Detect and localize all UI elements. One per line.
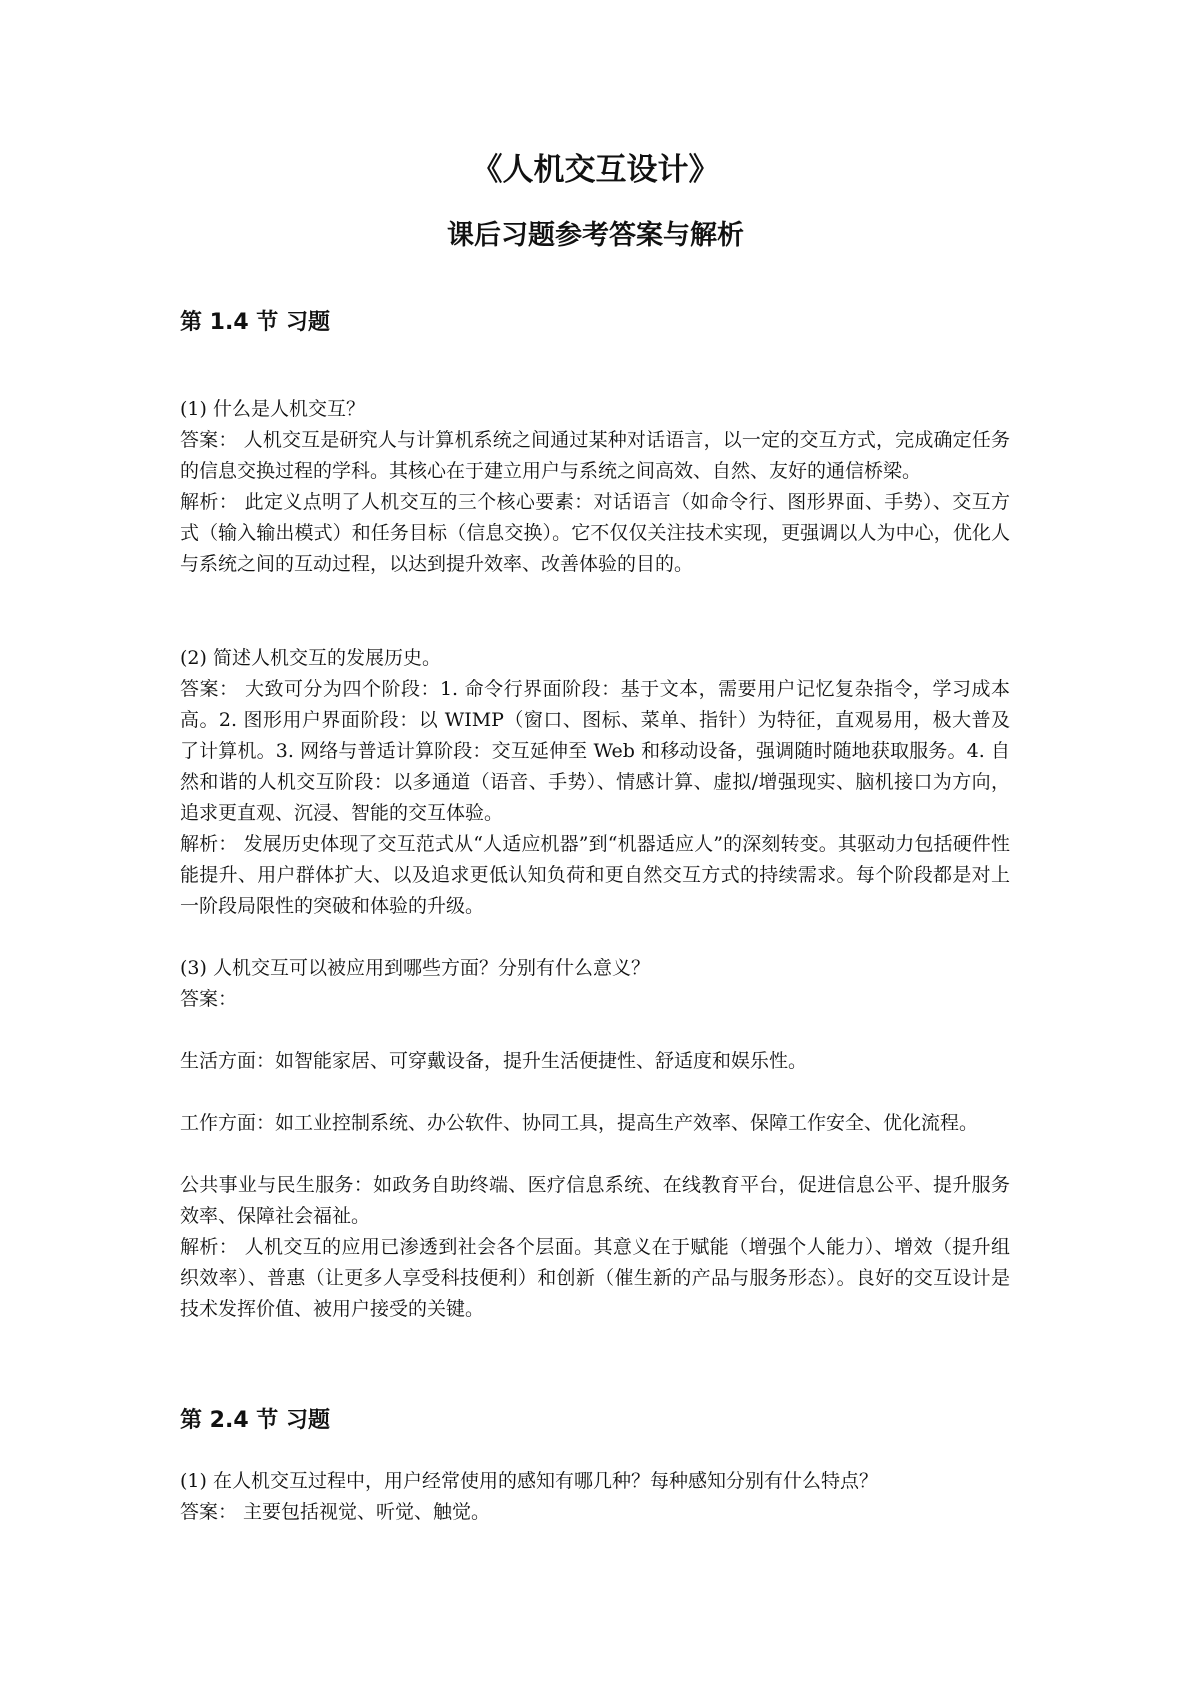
answer-text: 答案： 人机交互是研究人与计算机系统之间通过某种对话语言，以一定的交互方式，完成确定任务的信息交换过程的学科。其核心在于建立用户与系统之间高效、自然、友好的通信桥梁。 [180,429,1010,482]
analysis-text: 解析： 发展历史体现了交互范式从“人适应机器”到“机器适应人”的深刻转变。其驱动力包括硬件性能提升、用户群体扩大、以及追求更低认知负荷和更自然交互方式的持续需求。每个阶段都是对上一阶段局限性的突破和体验的升级。 [180,833,1010,917]
question-text: (1) 在人机交互过程中，用户经常使用的感知有哪几种？每种感知分别有什么特点？ [180,1470,878,1492]
question-block-2-4-1 [180,1466,1010,1528]
paragraph-gap [180,1139,1010,1170]
application-work-text: 工作方面：如工业控制系统、办公软件、协同工具，提高生产效率、保障工作安全、优化流程。 [180,1112,979,1134]
question-text: (3) 人机交互可以被应用到哪些方面？分别有什么意义？ [180,957,650,979]
application-life-text: 生活方面：如智能家居、可穿戴设备，提升生活便捷性、舒适度和娱乐性。 [180,1050,808,1072]
question-text: (1) 什么是人机交互？ [180,398,365,420]
answer-text: 答案： 大致可分为四个阶段：1. 命令行界面阶段：基于文本，需要用户记忆复杂指令，学习成本高。2. 图形用户界面阶段：以 WIMP（窗口、图标、菜单、指针）为特征，直观易用，极大普及了计算机。3. 网络与普适计算阶段：交互延伸至 Web 和移动设备，强调随时随地获取服务。4. 自然和谐的人机交互阶段：以多通道（语音、手势）、情感计算、虚拟/增强现实、脑机接口为方向，追求更直观、沉浸、智能的交互体验。 [180,678,1010,824]
document-title: 《人机交互设计》 [471,152,720,188]
question-block-1-4-1 [180,394,1010,580]
section-heading-2-4: 第 2.4 节 习题 [180,1408,330,1433]
application-public-text: 公共事业与民生服务：如政务自助终端、医疗信息系统、在线教育平台，促进信息公平、提升服务效率、保障社会福祉。 [180,1174,1010,1227]
paragraph-gap [180,1077,1010,1108]
answer-text: 答案： 主要包括视觉、听觉、触觉。 [180,1501,491,1523]
question-block-1-4-2 [180,643,1010,922]
answer-label: 答案： [180,988,238,1010]
document-subtitle: 课后习题参考答案与解析 [447,220,744,251]
analysis-text: 解析： 人机交互的应用已渗透到社会各个层面。其意义在于赋能（增强个人能力）、增效（提升组织效率）、普惠（让更多人享受科技便利）和创新（催生新的产品与服务形态）。良好的交互设计是技术发挥价值、被用户接受的关键。 [180,1236,1010,1320]
analysis-text: 解析： 此定义点明了人机交互的三个核心要素：对话语言（如命令行、图形界面、手势）、交互方式（输入输出模式）和任务目标（信息交换）。它不仅仅关注技术实现，更强调以人为中心，优化人与系统之间的互动过程，以达到提升效率、改善体验的目的。 [180,491,1010,575]
question-text: (2) 简述人机交互的发展历史。 [180,647,441,669]
section-heading-1-4: 第 1.4 节 习题 [180,310,330,335]
paragraph-gap [180,1015,1010,1046]
question-block-1-4-3 [180,953,1010,1325]
